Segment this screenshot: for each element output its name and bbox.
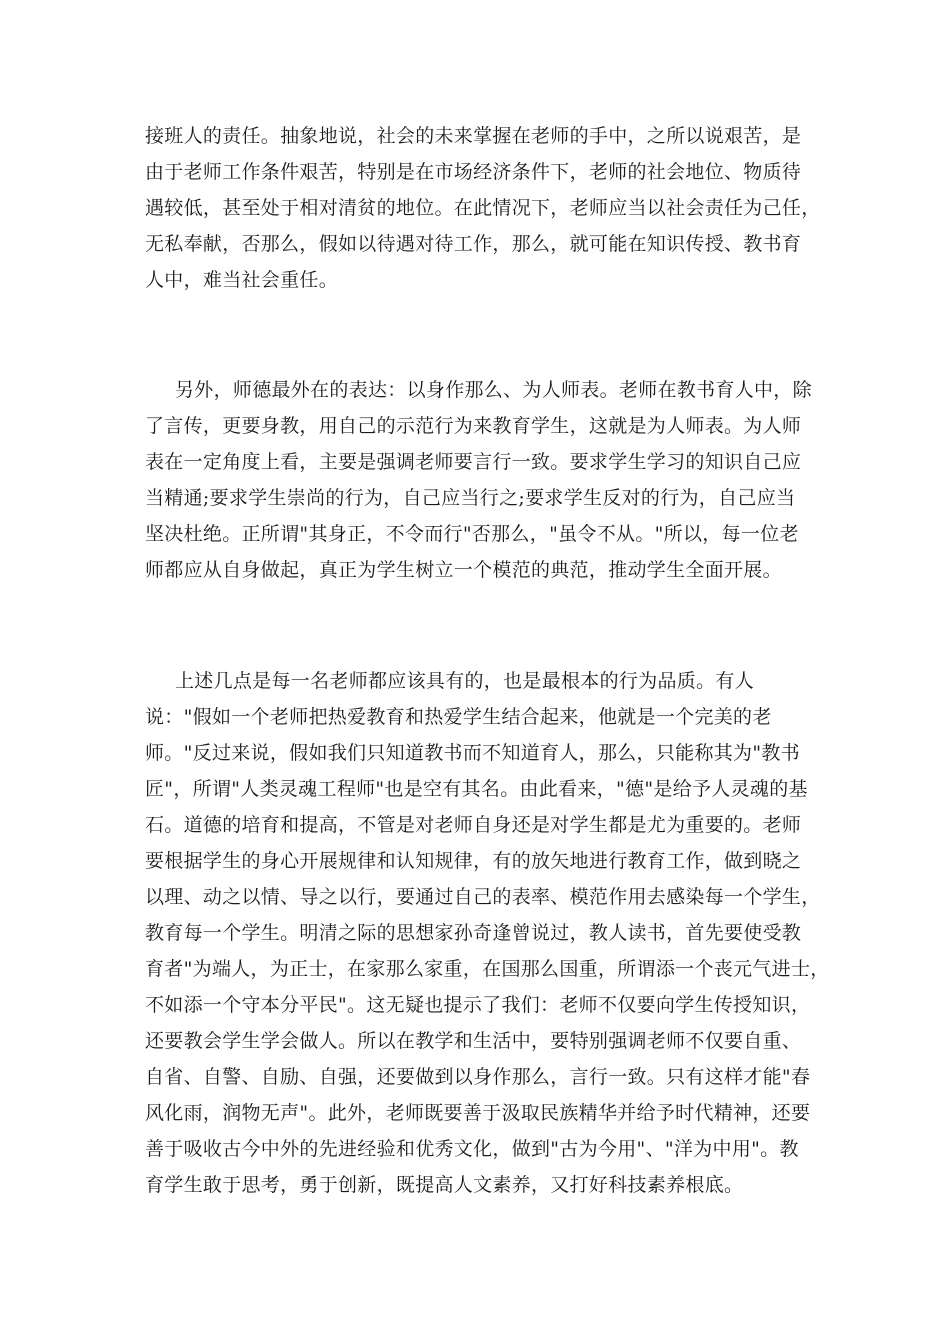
text-line: 要根据学生的身心开展规律和认知规律，有的放矢地进行教育工作，做到晓之 <box>145 850 802 872</box>
text-line: 上述几点是每一名老师都应该具有的，也是最根本的行为品质。有人 <box>175 670 755 692</box>
text-line: 当精通;要求学生崇尚的行为，自己应当行之;要求学生反对的行为，自己应当 <box>145 487 796 509</box>
text-line: 不如添一个守本分平民"。这无疑也提示了我们：老师不仅要向学生传授知识， <box>145 994 811 1016</box>
paragraph-2 <box>145 372 817 588</box>
text-line: 说："假如一个老师把热爱教育和热爱学生结合起来，他就是一个完美的老 <box>145 706 772 728</box>
text-line: 接班人的责任。抽象地说，社会的未来掌握在老师的手中，之所以说艰苦，是 <box>145 125 802 147</box>
text-line: 石。道德的培育和提高，不管是对老师自身还是对学生都是尤为重要的。老师 <box>145 814 802 836</box>
text-line: 匠"，所谓"人类灵魂工程师"也是空有其名。由此看来，"德"是给予人灵魂的基 <box>145 778 808 800</box>
text-line: 了言传，更要身教，用自己的示范行为来教育学生，这就是为人师表。为人师 <box>145 415 802 437</box>
text-line: 自省、自警、自励、自强，还要做到以身作那么，言行一致。只有这样才能"春 <box>145 1066 811 1088</box>
text-line: 师。"反过来说，假如我们只知道教书而不知道育人，那么，只能称其为"教书 <box>145 742 800 764</box>
text-line: 育者"为端人，为正士，在家那么家重，在国那么国重，所谓添一个丧元气进士， <box>145 958 830 980</box>
text-line: 遇较低，甚至处于相对清贫的地位。在此情况下，老师应当以社会责任为己任， <box>145 197 821 219</box>
paragraph-1 <box>145 118 821 298</box>
text-line: 育学生敢于思考，勇于创新，既提高人文素养，又打好科技素养根底。 <box>145 1174 744 1196</box>
text-line: 善于吸收古今中外的先进经验和优秀文化，做到"古为今用"、"洋为中用"。教 <box>145 1138 799 1160</box>
text-line: 还要教会学生学会做人。所以在教学和生活中，要特别强调老师不仅要自重、 <box>145 1030 802 1052</box>
text-line: 教育每一个学生。明清之际的思想家孙奇逢曾说过，教人读书，首先要使受教 <box>145 922 802 944</box>
text-line: 以理、动之以情、导之以行，要通过自己的表率、模范作用去感染每一个学生， <box>145 886 821 908</box>
text-line: 师都应从自身做起，真正为学生树立一个模范的典范，推动学生全面开展。 <box>145 559 782 581</box>
text-line: 由于老师工作条件艰苦，特别是在市场经济条件下，老师的社会地位、物质待 <box>145 161 802 183</box>
text-line: 另外，师德最外在的表达：以身作那么、为人师表。老师在教书育人中，除 <box>175 379 812 401</box>
text-line: 表在一定角度上看，主要是强调老师要言行一致。要求学生学习的知识自己应 <box>145 451 802 473</box>
text-line: 坚决杜绝。正所谓"其身正，不令而行"否那么，"虽令不从。"所以，每一位老 <box>145 523 799 545</box>
text-line: 人中，难当社会重任。 <box>145 269 339 291</box>
text-line: 风化雨，润物无声"。此外，老师既要善于汲取民族精华并给予时代精神，还要 <box>145 1102 811 1124</box>
text-line: 无私奉献，否那么，假如以待遇对待工作，那么，就可能在知识传授、教书育 <box>145 233 802 255</box>
paragraph-3 <box>145 663 830 1203</box>
